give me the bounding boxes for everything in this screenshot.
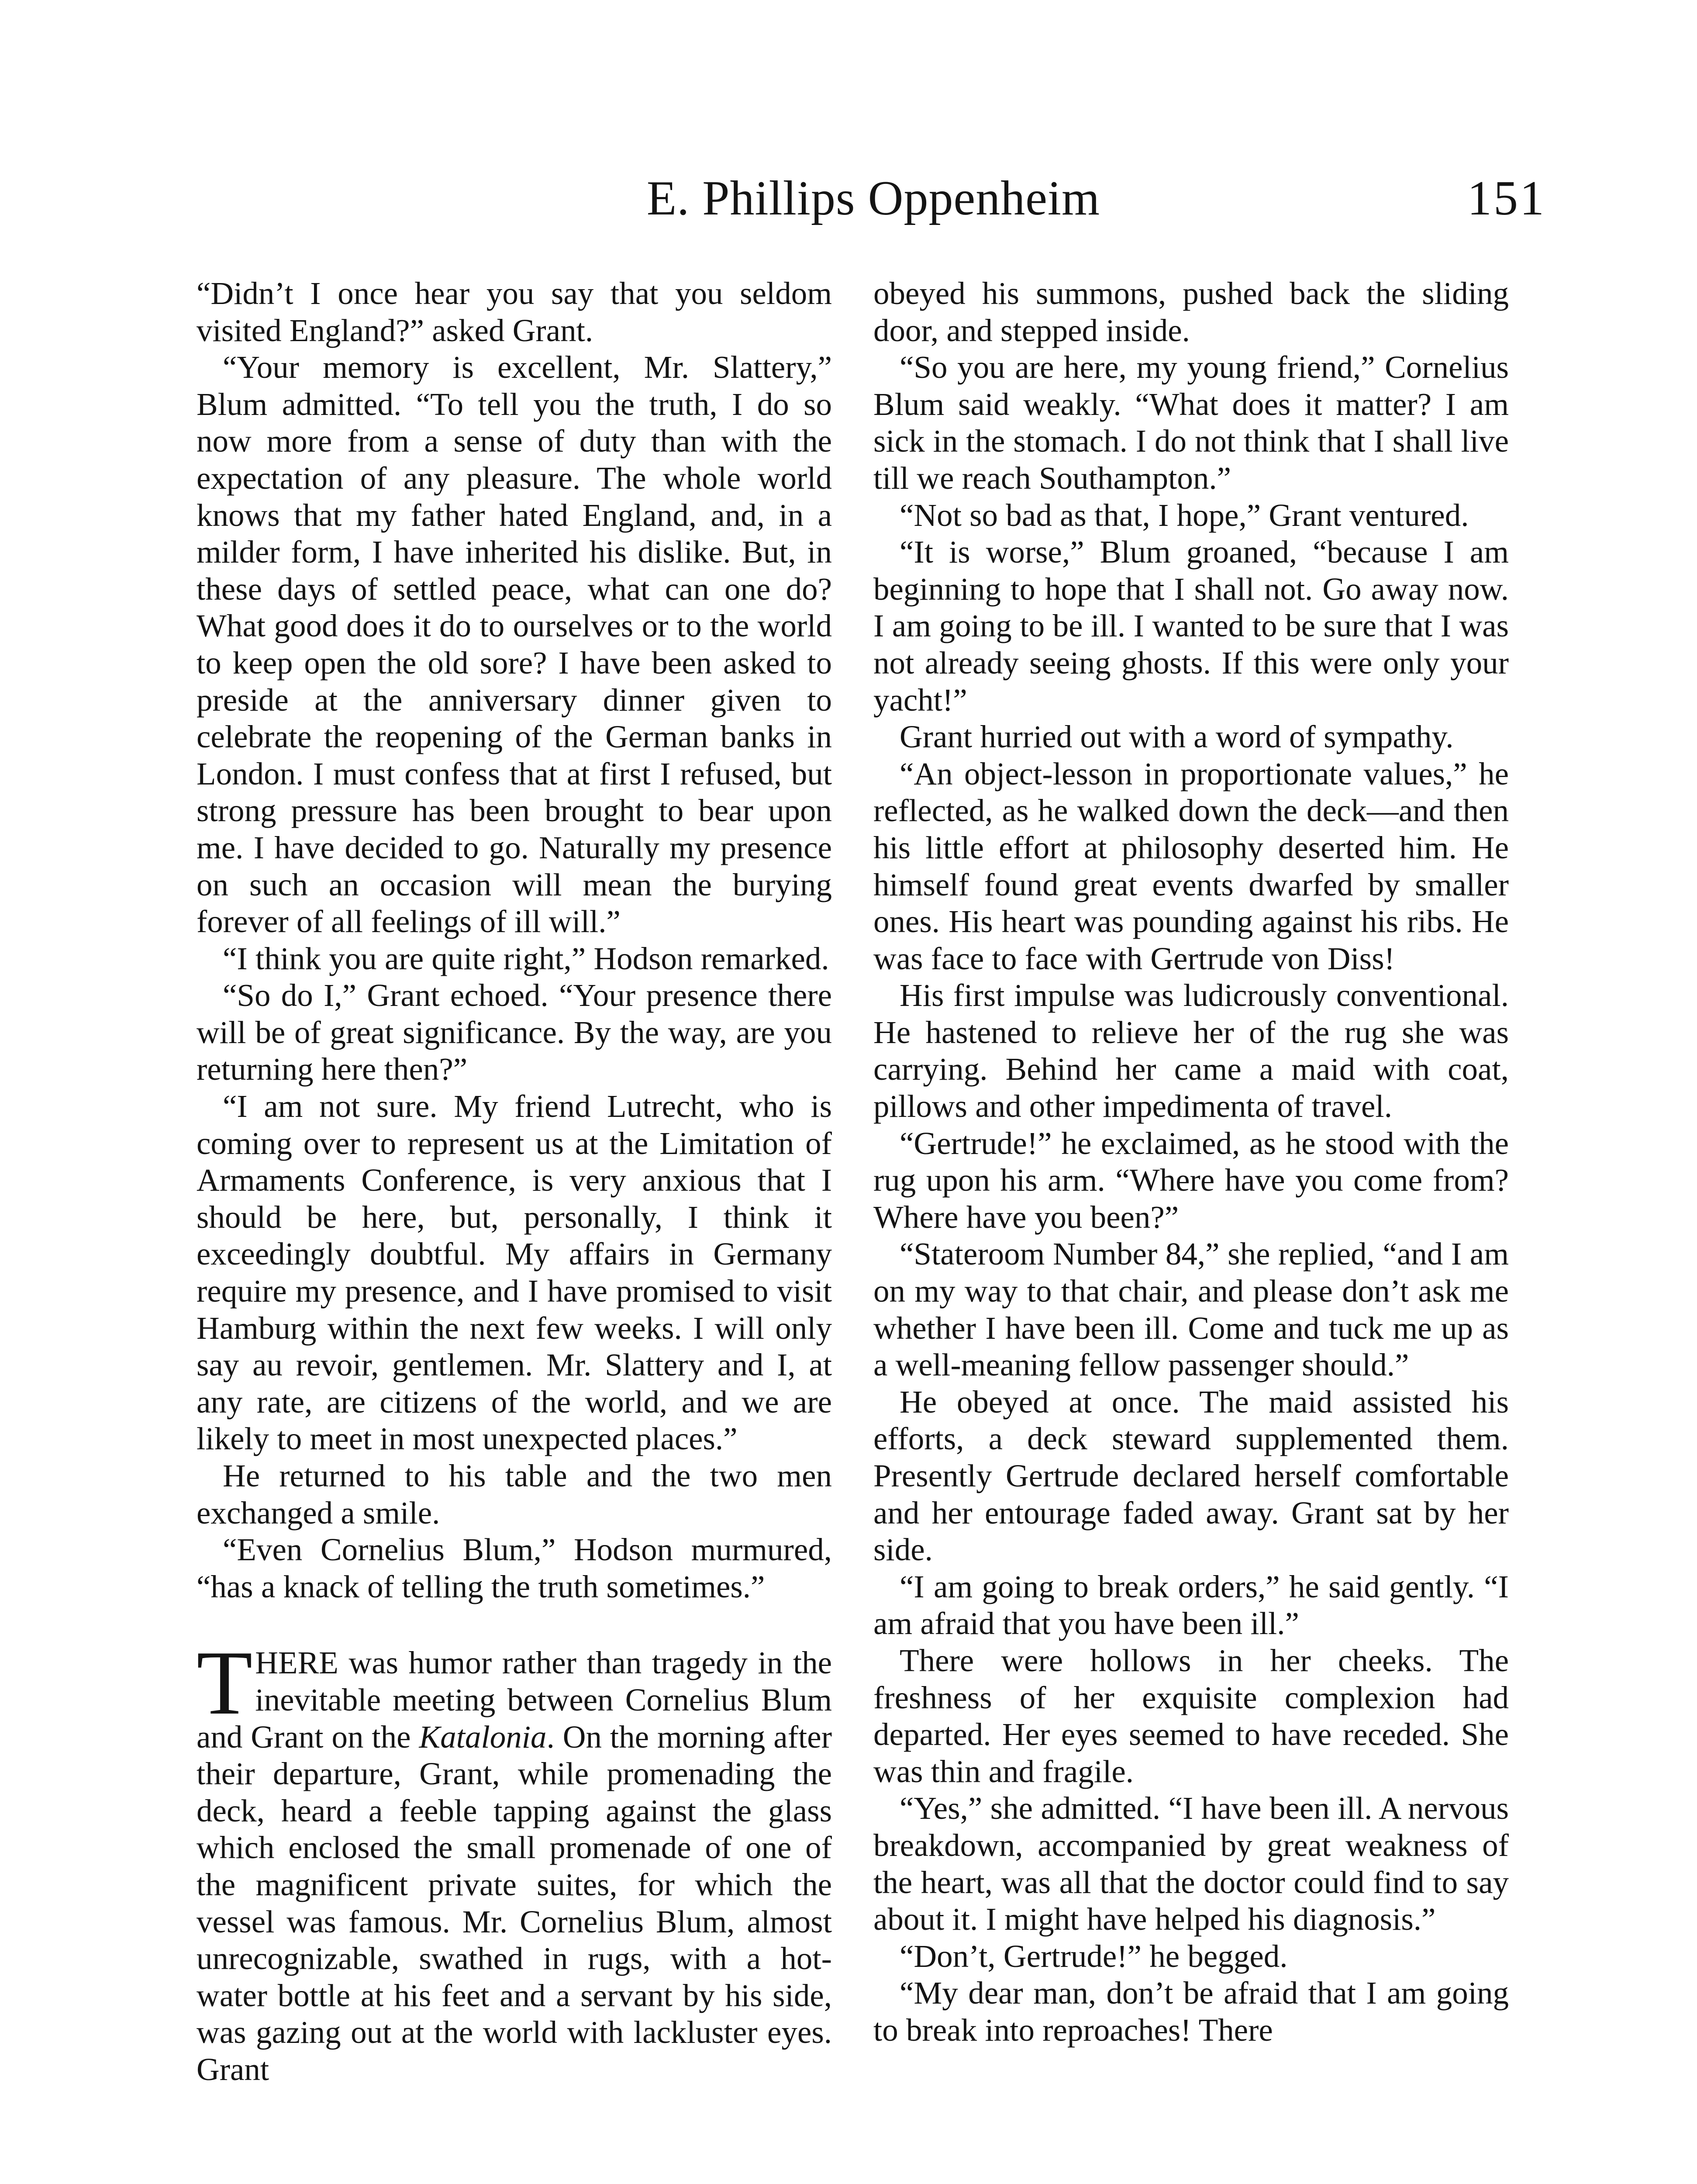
ship-name: Katalonia bbox=[419, 1719, 547, 1755]
drop-cap: T bbox=[197, 1632, 253, 1734]
paragraph: Grant hurried out with a word of sympathy. bbox=[900, 719, 1454, 755]
paragraph: “My dear man, don’t be afraid that I am going to break into reproaches! There bbox=[873, 1975, 1509, 2048]
paragraph: “Didn’t I once hear you say that you seldom visited England?” asked Grant. bbox=[197, 276, 832, 348]
paragraph: “I am going to break orders,” he said gently. “I am afraid that you have been ill.” bbox=[873, 1569, 1509, 1641]
paragraph: “An object-lesson in proportionate values,” he reflected, as he walked down the deck—and then his little effort at philosophy deserted him. He himself found great events dwarfed by smaller ones. His heart was pounding against his ribs. He was face to face with Gertrude von Diss! bbox=[873, 756, 1509, 976]
paragraph: “Even Cornelius Blum,” Hodson murmured, “has a knack of telling the truth sometimes.” bbox=[197, 1532, 832, 1604]
paragraph: “So you are here, my young friend,” Cornelius Blum said weakly. “What does it matter? I am sick in the stomach. I do not think that I shall live till we reach Southampton.” bbox=[873, 349, 1509, 496]
paragraph: obeyed his summons, pushed back the sliding door, and stepped inside. bbox=[873, 276, 1509, 348]
paragraph: “Not so bad as that, I hope,” Grant ventured. bbox=[900, 497, 1469, 533]
right-column bbox=[873, 275, 1509, 2184]
paragraph: “So do I,” Grant echoed. “Your presence there will be of great significance. By the way, are you returning here then?” bbox=[197, 978, 832, 1087]
page-number: 151 bbox=[1467, 171, 1546, 225]
paragraph: His first impulse was ludicrously conventional. He hastened to relieve her of the rug she was carrying. Behind her came a maid with coat, pillows and other impedimenta of travel. bbox=[873, 978, 1509, 1124]
section-text-end: . On the morning after their departure, Grant, while promenading the deck, heard a feeble tapping against the glass which enclosed the small promenade of one of the magnificent private suites, for which the vessel was famous. Mr. Cornelius Blum, almost unrecognizable, swathed in rugs, with a hot-water bottle at his feet and a servant by his side, was gazing out at the world with lackluster eyes. Grant bbox=[197, 1719, 832, 2087]
section-text-start: HERE was humor rather than tragedy in the inevitable meeting between Cornelius Blum and Grant on the bbox=[197, 1645, 832, 1755]
paragraph: “It is worse,” Blum groaned, “because I am beginning to hope that I shall not. Go away now. I am going to be ill. I wanted to be sure that I was not already seeing ghosts. If this were only your yacht!” bbox=[873, 534, 1509, 718]
paragraph: “I think you are quite right,” Hodson remarked. bbox=[223, 940, 829, 976]
paragraph: “Gertrude!” he exclaimed, as he stood with the rug upon his arm. “Where have you come from? Where have you been?” bbox=[873, 1125, 1509, 1235]
paragraph: “I am not sure. My friend Lutrecht, who is coming over to represent us at the Limitation of Armaments Conference, is very anxious that I should be here, but, personally, I think it exceedingly doubtful. My affairs in Germany require my presence, and I have promised to visit Hamburg within the next few weeks. I will only say au revoir, gentlemen. Mr. Slattery and I, at any rate, are citizens of the world, and we are likely to meet in most unexpected places.” bbox=[197, 1089, 832, 1457]
paragraph: There were hollows in her cheeks. The freshness of her exquisite complexion had departed. Her eyes seemed to have receded. She was thin and fragile. bbox=[873, 1642, 1509, 1789]
running-head: E. Phillips Oppenheim bbox=[646, 171, 1100, 225]
paragraph: “Your memory is excellent, Mr. Slattery,” Blum admitted. “To tell you the truth, I do so now more from a sense of duty than with the expectation of any pleasure. The whole world knows that my father hated England, and, in a milder form, I have inherited his dislike. But, in these days of settled peace, what can one do? What good does it do to ourselves or to the world to keep open the old sore? I have been asked to preside at the anniversary dinner given to celebrate the reopening of the German banks in London. I must confess that at first I refused, but strong pressure has been brought to bear upon me. I have decided to go. Naturally my presence on such an occasion will mean the burying forever of all feelings of ill will.” bbox=[197, 349, 832, 940]
left-column bbox=[197, 275, 832, 2184]
section-opening-paragraph bbox=[197, 1632, 832, 2088]
paragraph: “Yes,” she admitted. “I have been ill. A nervous breakdown, accompanied by great weakness of the heart, was all that the doctor could find to say about it. I might have helped his diagnosis.” bbox=[873, 1790, 1509, 1937]
paragraph: “Stateroom Number 84,” she replied, “and I am on my way to that chair, and please don’t ask me whether I have been ill. Come and tuck me up as a well-meaning fellow passenger should.” bbox=[873, 1236, 1509, 1383]
paragraph: He returned to his table and the two men exchanged a smile. bbox=[197, 1458, 832, 1531]
page-header bbox=[201, 170, 1546, 240]
paragraph: “Don’t, Gertrude!” he begged. bbox=[900, 1938, 1288, 1974]
paragraph: He obeyed at once. The maid assisted his efforts, a deck steward supplemented them. Presently Gertrude declared herself comfortable and her entourage faded away. Grant sat by her side. bbox=[873, 1384, 1509, 1568]
